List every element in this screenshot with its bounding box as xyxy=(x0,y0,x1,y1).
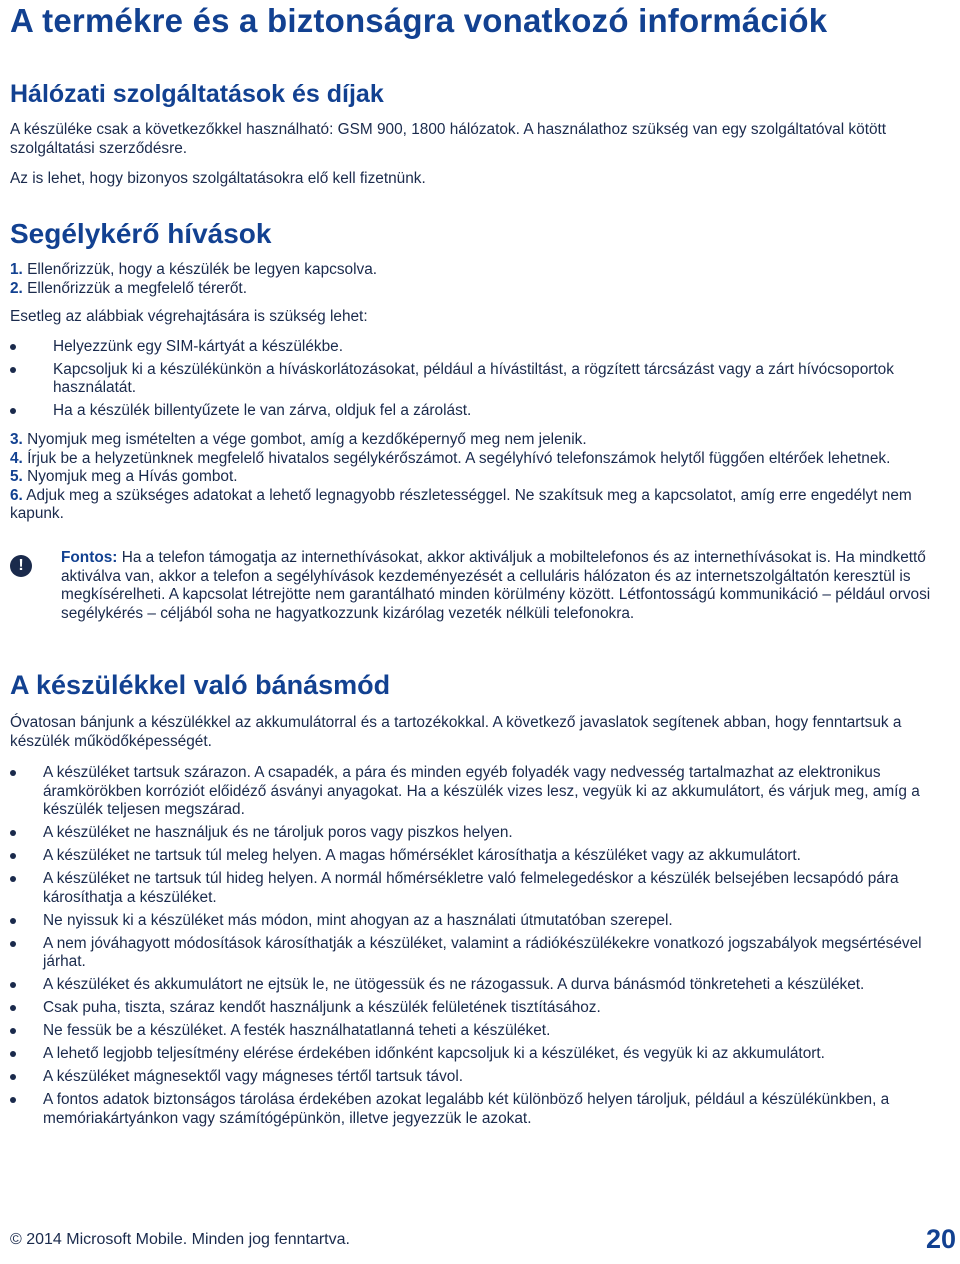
step-number: 4. xyxy=(10,449,23,467)
list-item: A nem jóváhagyott módosítások károsíthatják a készüléket, valamint a rádiókészülékekre vonatkozó jogszabályok megsértésével járhat. xyxy=(10,935,955,972)
step-item xyxy=(10,450,955,469)
step-item xyxy=(10,280,955,299)
step-number: 5. xyxy=(10,468,23,485)
step-text: Nyomjuk meg a Hívás gombot. xyxy=(22,468,238,485)
bullet-icon xyxy=(10,982,16,988)
note-text: Ha a telefon támogatja az internethívásokat, akkor aktiváljuk a mobiltelefonos és az internethívásokat is. Ha mindkettő aktiválva van, akkor a telefon a segélyhívások kezdeményezését a celluláris hálózaton és az internetszolgáltatón keresztül is megkísérelheti. A kapcsolat létrejötte nem garantálható minden körülmény között. Létfontosságú kommunikáció – például orvosi segélykérés – céljából soha ne hagyatkozzunk kizárólag vezeték nélküli telefonokra. xyxy=(61,549,931,622)
bullet-icon xyxy=(10,876,16,882)
bullet-icon xyxy=(10,918,16,924)
list-item: A készüléket tartsuk szárazon. A csapadék, a pára és minden egyéb folyadék vagy nedvesség tartalmazhat az elektronikus áramkörökben korróziót előidéző ásványi anyagokat. Ha a készülék vizes lesz, vegyük ki az akkumulátort, és várjuk meg, amíg a készülék teljesen megszárad. xyxy=(10,764,955,820)
bullet-icon xyxy=(10,1028,16,1034)
bullet-icon xyxy=(10,770,16,776)
network-paragraph-1: A készüléke csak a következőkkel használható: GSM 900, 1800 hálózatok. A használathoz szükség van egy szolgáltatóval kötött szolgáltatási szerződésre. xyxy=(10,121,887,157)
step-number: 3. xyxy=(10,431,23,448)
emergency-steps-b xyxy=(10,431,955,524)
footer-copyright: © 2014 Microsoft Mobile. Minden jog fenntartva. xyxy=(10,1231,350,1248)
bullet-icon xyxy=(10,1005,16,1011)
care-bullet-list xyxy=(10,764,955,1133)
step-item xyxy=(10,487,955,524)
step-number: 1. xyxy=(10,261,23,278)
step-text: Ellenőrizzük a megfelelő térerőt. xyxy=(22,279,247,297)
step-text: Adjuk meg a szükséges adatokat a lehető legnagyobb részletességgel. Ne szakítsuk meg a kapcsolatot, amíg erre engedélyt nem kapunk. xyxy=(10,486,912,522)
bullet-icon xyxy=(10,830,16,836)
list-item: Ne nyissuk ki a készüléket más módon, mint ahogyan az a használati útmutatóban szerepel. xyxy=(10,912,955,931)
emergency-bullet-list xyxy=(10,338,955,424)
care-heading: A készülékkel való bánásmód xyxy=(10,670,391,700)
list-item: Ne fessük be a készüléket. A festék használhatatlanná teheti a készüléket. xyxy=(10,1022,955,1041)
bullet-icon xyxy=(10,344,16,350)
bullet-icon xyxy=(10,408,16,414)
care-intro: Óvatosan bánjunk a készülékkel az akkumulátorral és a tartozékokkal. A következő javaslatok segítenek abban, hogy fenntartsuk a készülék működőképességét. xyxy=(10,714,902,750)
network-paragraph-2: Az is lehet, hogy bizonyos szolgáltatásokra elő kell fizetnünk. xyxy=(10,170,426,187)
bullet-icon xyxy=(10,1051,16,1057)
step-text: Nyomjuk meg ismételten a vége gombot, amíg a kezdőképernyő meg nem jelenik. xyxy=(22,431,587,448)
step-text: Ellenőrizzük, hogy a készülék be legyen kapcsolva. xyxy=(22,261,378,278)
list-item: A fontos adatok biztonságos tárolása érdekében azokat legalább két különböző helyen tároljuk, például a készülékünkben, a memóriakártyánkon vagy számítógépünkön, illetve jegyezzük le azokat. xyxy=(10,1091,955,1128)
bullet-icon xyxy=(10,853,16,859)
step-item xyxy=(10,431,955,450)
list-item: A készüléket mágnesektől vagy mágneses tértől tartsuk távol. xyxy=(10,1068,955,1087)
step-item xyxy=(10,468,955,487)
list-item: Helyezzünk egy SIM-kártyát a készülékbe. xyxy=(10,338,955,357)
note-label: Fontos: xyxy=(61,549,118,566)
bullet-icon xyxy=(10,1074,16,1080)
list-item: Ha a készülék billentyűzete le van zárva, oldjuk fel a zárolást. xyxy=(10,402,955,421)
note-body xyxy=(61,549,955,623)
list-item: Kapcsoljuk ki a készülékünkön a híváskorlátozásokat, például a hívástiltást, a rögzített tárcsázást vagy a zárt hívócsoportok használatát. xyxy=(10,361,955,398)
step-text: Írjuk be a helyzetünknek megfelelő hivatalos segélykérőszámot. A segélyhívó telefonszámok helytől függően eltérőek lehetnek. xyxy=(22,449,891,467)
list-item: A készüléket és akkumulátort ne ejtsük le, ne ütögessük és ne rázogassuk. A durva bánásmód tönkreteheti a készüléket. xyxy=(10,976,955,995)
bullet-icon xyxy=(10,941,16,947)
emergency-intro: Esetleg az alábbiak végrehajtására is szükség lehet: xyxy=(10,308,368,325)
network-heading: Hálózati szolgáltatások és díjak xyxy=(10,80,384,108)
bullet-icon xyxy=(10,367,16,373)
emergency-heading: Segélykérő hívások xyxy=(10,218,272,249)
exclamation-icon: ! xyxy=(10,555,32,577)
list-item: Csak puha, tiszta, száraz kendőt használjunk a készülék felületének tisztításához. xyxy=(10,999,955,1018)
list-item: A készüléket ne tartsuk túl meleg helyen. A magas hőmérséklet károsíthatja a készüléket vagy az akkumulátort. xyxy=(10,847,955,866)
page-number: 20 xyxy=(925,1224,956,1254)
list-item: A készüléket ne használjuk és ne tároljuk poros vagy piszkos helyen. xyxy=(10,824,955,843)
step-item xyxy=(10,261,955,280)
list-item: A lehető legjobb teljesítmény elérése érdekében időnként kapcsoljuk ki a készüléket, és vegyük ki az akkumulátort. xyxy=(10,1045,955,1064)
bullet-icon xyxy=(10,1097,16,1103)
list-item: A készüléket ne tartsuk túl hideg helyen. A normál hőmérsékletre való felmelegedéskor a készülék belsejében lecsapódó pára károsíthatja a készüléket. xyxy=(10,870,955,907)
page-title: A termékre és a biztonságra vonatkozó információk xyxy=(10,2,828,39)
step-number: 6. xyxy=(10,486,23,504)
emergency-steps-a xyxy=(10,261,955,298)
step-number: 2. xyxy=(10,279,23,297)
important-note xyxy=(10,549,955,623)
